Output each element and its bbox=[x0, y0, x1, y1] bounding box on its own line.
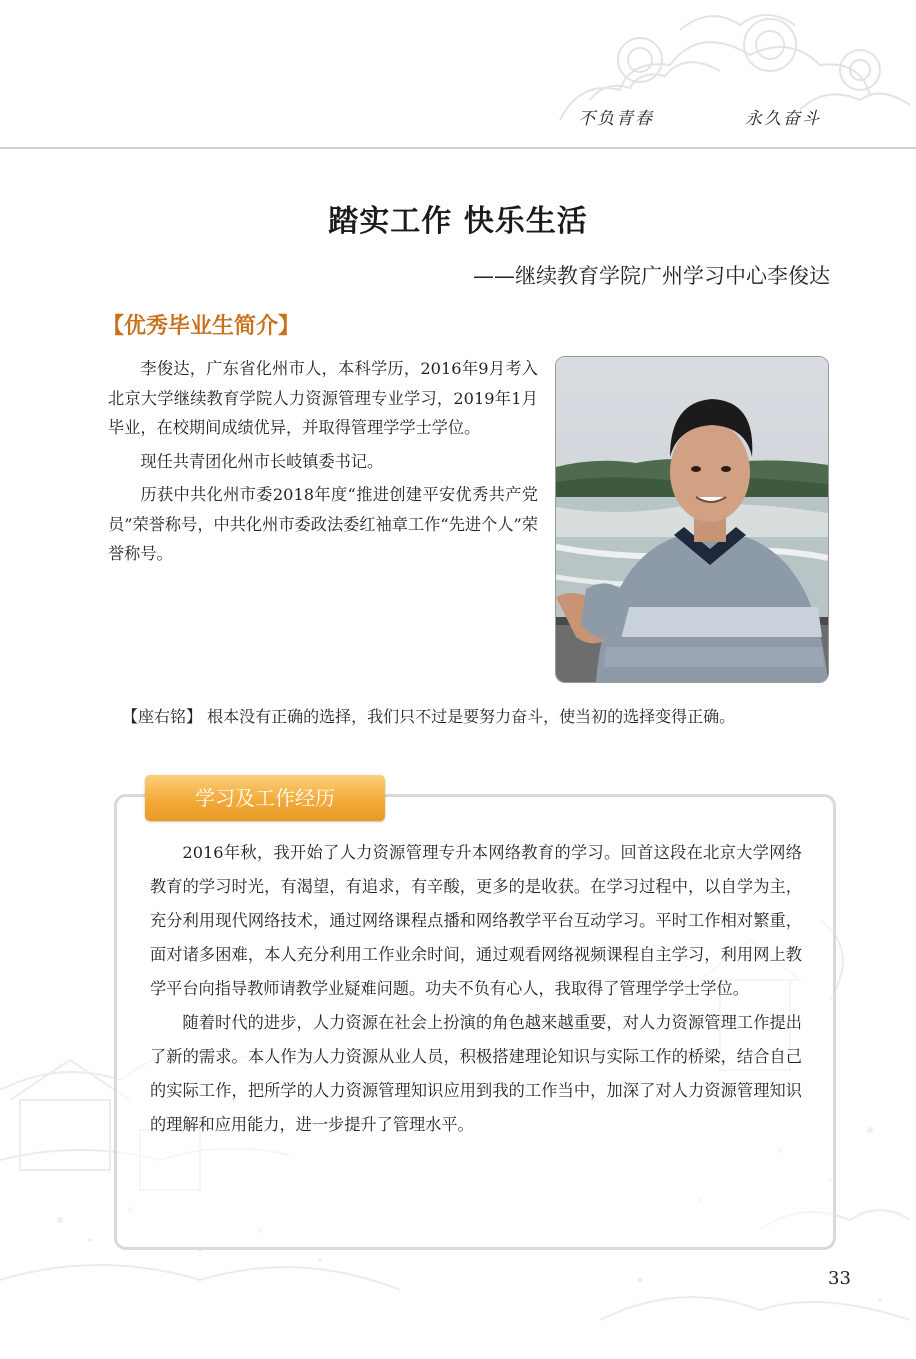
motto bbox=[122, 704, 735, 727]
section-heading: 【优秀毕业生简介】 bbox=[102, 314, 301, 339]
experience-paragraph: 随着时代的进步，人力资源在社会上扮演的角色越来越重要，对人力资源管理工作提出了新的需求。本人作为人力资源从业人员，积极搭建理论知识与实际工作的桥梁，结合自己的实际工作，把所学的人力资源管理知识应用到我的工作当中，加深了对人力资源管理知识的理解和应用能力，进一步提升了管理水平。 bbox=[150, 1013, 802, 1134]
experience-text bbox=[150, 836, 802, 1142]
portrait-photo bbox=[555, 356, 829, 683]
bio-paragraph: 历获中共化州市委2018年度“推进创建平安优秀共产党员”荣誉称号，中共化州市委政法委红袖章工作“先进个人”荣誉称号。 bbox=[108, 485, 538, 563]
bio-text bbox=[108, 354, 538, 573]
article-title: 踏实工作 快乐生活 bbox=[328, 204, 588, 239]
motto-text: 根本没有正确的选择，我们只不过是要努力奋斗，使当初的选择变得正确。 bbox=[207, 707, 736, 726]
header-slogan-left: 不负青春 bbox=[578, 109, 654, 129]
page-number: 33 bbox=[828, 1268, 851, 1289]
experience-paragraph: 2016年秋，我开始了人力资源管理专升本网络教育的学习。回首这段在北京大学网络教育的学习时光，有渴望，有追求，有辛酸，更多的是收获。在学习过程中，以自学为主，充分利用现代网络技术，通过网络课程点播和网络教学平台互动学习。平时工作相对繁重，面对诸多困难，本人充分利用工作业余时间，通过观看网络视频课程自主学习，利用网上教学平台向指导教师请教学业疑难问题。功夫不负有心人，我取得了管理学学士学位。 bbox=[150, 843, 802, 998]
motto-label: 【座右铭】 bbox=[122, 707, 203, 726]
article-subtitle: ——继续教育学院广州学习中心李俊达 bbox=[473, 264, 830, 288]
header-divider bbox=[0, 147, 916, 149]
bio-paragraph: 现任共青团化州市长岐镇委书记。 bbox=[140, 451, 384, 471]
bio-paragraph: 李俊达，广东省化州市人，本科学历，2016年9月考入北京大学继续教育学院人力资源管理专业学习，2019年1月毕业，在校期间成绩优异，并取得管理学学士学位。 bbox=[108, 359, 538, 437]
experience-heading-tab: 学习及工作经历 bbox=[145, 775, 385, 821]
header-slogan-right: 永久奋斗 bbox=[745, 109, 821, 129]
